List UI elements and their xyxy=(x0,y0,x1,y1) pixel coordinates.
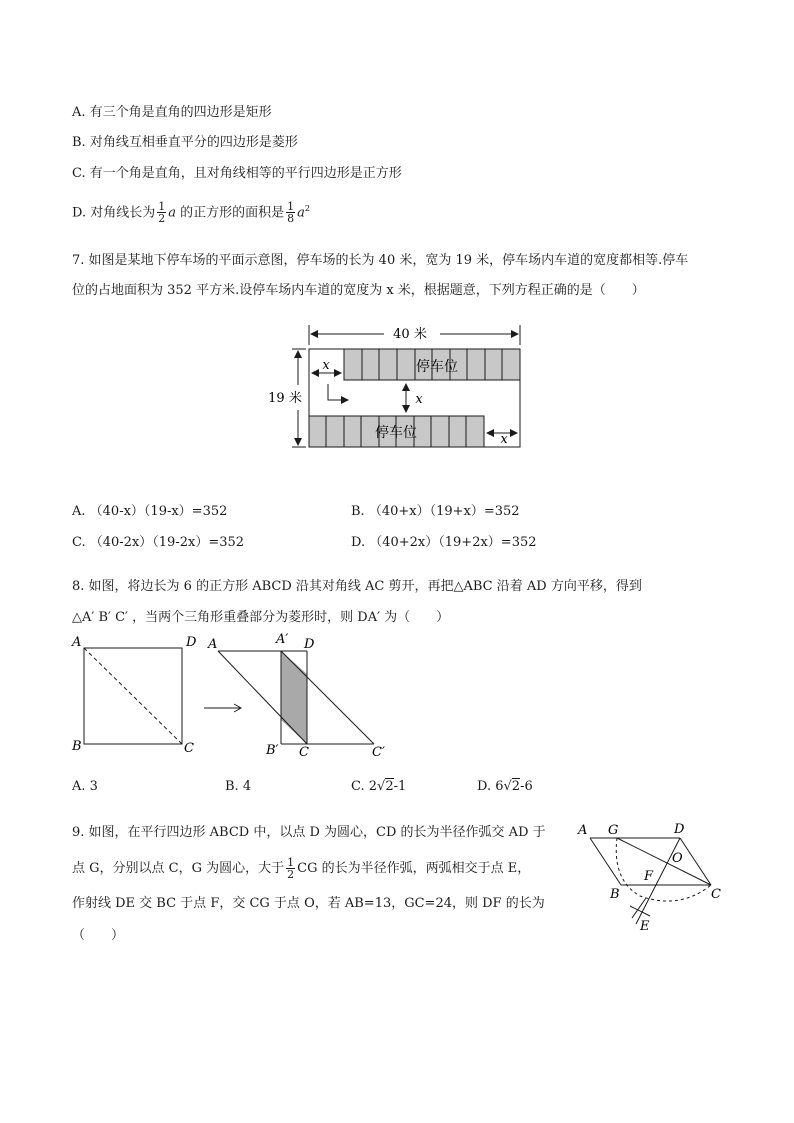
width-label: 19 米 xyxy=(268,391,302,406)
label-a-right: A xyxy=(208,637,218,652)
q7-stem-line1: 7. 如图是某地下停车场的平面示意图，停车场的长为 40 米，宽为 19 米，停车场内车道的宽度都相等.停车 xyxy=(72,253,689,268)
fraction-half: $\frac{1}{2}$ xyxy=(287,856,295,881)
label-b-left: B xyxy=(72,739,82,754)
label-b-prime: B′ xyxy=(266,743,279,758)
x-label-middle: x xyxy=(415,392,423,407)
q7-option-a: A. （40-x）（19-x）=352 xyxy=(72,504,228,519)
label-b: B xyxy=(610,887,620,902)
q7-option-c: C. （40-2x）（19-2x）=352 xyxy=(72,535,245,550)
q9-stem-line4: （ ） xyxy=(72,928,125,943)
var-a-squared: a xyxy=(297,205,305,221)
q6-option-a: A. 有三个角是直角的四边形是矩形 xyxy=(72,105,272,120)
exponent: 2 xyxy=(304,204,311,213)
length-label: 40 米 xyxy=(393,327,427,342)
label-a: A xyxy=(578,823,588,838)
q6-option-c: C. 有一个角是直角，且对角线相等的平行四边形是正方形 xyxy=(72,166,402,181)
fraction-eighth: $\frac{1}{8}$ xyxy=(287,200,295,226)
label-a-left: A xyxy=(72,635,82,650)
parking-label-top: 停车位 xyxy=(416,359,458,375)
x-label-left: x xyxy=(322,358,330,373)
q7-option-b: B. （40+x）（19+x）=352 xyxy=(351,504,520,519)
label-d-right: D xyxy=(304,637,315,652)
q6-option-b: B. 对角线互相垂直平分的四边形是菱形 xyxy=(72,135,298,150)
label-e: E xyxy=(640,919,650,934)
label-a-prime: A′ xyxy=(276,632,289,647)
q9-stem-line3: 作射线 DE 交 BC 于点 F，交 CG 于点 O，若 AB=13，GC=24，则 DF 的长为 xyxy=(72,896,545,911)
parking-label-bottom: 停车位 xyxy=(375,425,417,441)
sqrt-sign: √ xyxy=(377,779,386,794)
fraction-half: $\frac{1}{2}$ xyxy=(158,200,166,226)
q8-option-b: B. 4 xyxy=(225,779,252,794)
q8-option-c: C. 2√2-1 xyxy=(351,779,407,794)
label-c-prime: C′ xyxy=(372,745,385,760)
q7-stem-line2: 位的占地面积为 352 平方米.设停车场内车道的宽度为 x 米，根据题意，下列方程正确的是（ ） xyxy=(72,283,645,298)
q6-d-prefix: D. 对角线长为 xyxy=(72,205,156,221)
label-c-right: C xyxy=(299,745,309,760)
q8-option-a: A. 3 xyxy=(72,779,98,794)
q8-stem-line1: 8. 如图，将边长为 6 的正方形 ABCD 沿其对角线 AC 剪开，再把△ABC 沿着 AD 方向平移，得到 xyxy=(72,579,642,594)
q7-option-d: D. （40+2x）（19+2x）=352 xyxy=(351,535,537,550)
label-f: F xyxy=(644,869,654,884)
label-g: G xyxy=(608,823,619,838)
q8-stem-line2: △A′ B′ C′ ，当两个三角形重叠部分为菱形时，则 DA′ 为（ ） xyxy=(72,610,450,625)
label-o: O xyxy=(672,851,683,866)
label-d: D xyxy=(674,822,685,837)
label-c-left: C xyxy=(184,741,194,756)
var-a: a xyxy=(168,205,176,221)
q6-d-middle: 的正方形的面积是 xyxy=(180,205,285,221)
x-label-right: x xyxy=(500,432,508,447)
label-c: C xyxy=(711,887,721,902)
q9-stem-line2: 点 G，分别以点 C，G 为圆心，大于 $\frac{1}{2}$ CG 的长为半径作弧，两弧相交于点 E， xyxy=(72,856,531,881)
sqrt-sign: √ xyxy=(503,779,512,794)
q9-stem-line1: 9. 如图，在平行四边形 ABCD 中，以点 D 为圆心，CD 的长为半径作弧交 AD 于 xyxy=(72,825,546,840)
q8-option-d: D. 6√2-6 xyxy=(477,779,533,794)
label-d-left: D xyxy=(186,635,197,650)
